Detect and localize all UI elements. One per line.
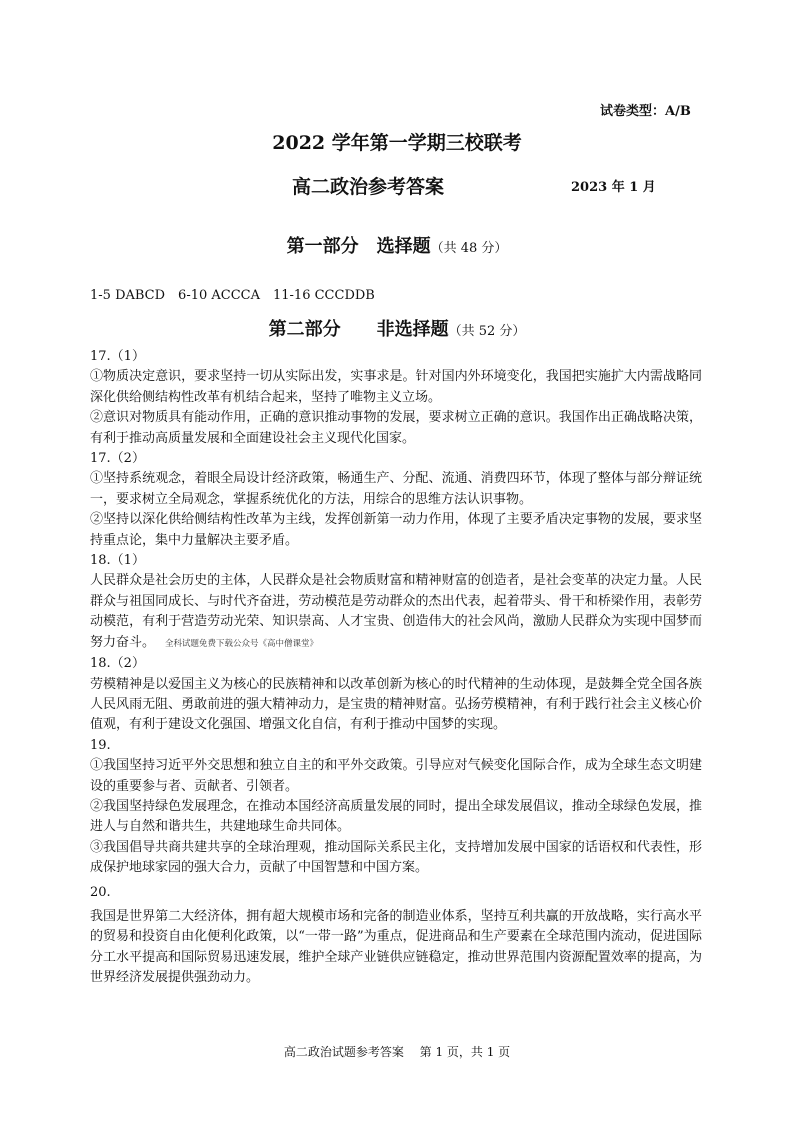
part2-points: （共 52 分） bbox=[448, 324, 526, 339]
paper-type: 试卷类型：A/B bbox=[600, 104, 691, 119]
q17-1-label: 17.（1） bbox=[90, 349, 145, 364]
q17-1-point-a: ①物质决定意识，要求坚持一切从实际出发，实事求是。针对国内外环境变化，我国把实施扩大内需战略同深化供给侧结构性改革有机结合起来，坚持了唯物主义立场。 bbox=[90, 369, 702, 405]
exam-title: 2022 学年第一学期三校联考 bbox=[272, 132, 522, 154]
watermark-note: 全科试题免费下载公众号《高中僧课堂》 bbox=[165, 638, 319, 649]
part1-heading bbox=[0, 232, 794, 258]
q18-1-label: 18.（1） bbox=[90, 553, 145, 569]
answer-key-title: 高二政治参考答案 bbox=[292, 176, 445, 198]
q17-2-point-b: ②坚持以深化供给侧结构性改革为主线，发挥创新第一动力作用，体现了主要矛盾决定事物的发展，要求坚持重点论，集中力量解决主要矛盾。 bbox=[90, 512, 702, 548]
choice-answers: 1-5 DABCD 6-10 ACCCA 11-16 CCCDDB bbox=[90, 288, 375, 303]
q19-label: 19. bbox=[90, 737, 111, 753]
q17-2-label: 17.（2） bbox=[90, 451, 145, 467]
q19-point-b: ②我国坚持绿色发展理念，在推动本国经济高质量发展的同时，提出全球发展倡议，推动全球绿色发展，推进人与自然和谐共生，共建地球生命共同体。 bbox=[90, 798, 702, 835]
part1-title: 第一部分 选择题 bbox=[286, 236, 431, 257]
q18-1-answer bbox=[90, 571, 702, 654]
part1-points: （共 48 分） bbox=[430, 241, 508, 256]
q19-point-a: ①我国坚持习近平外交思想和独立自主的和平外交政策。引导应对气候变化国际合作，成为全球生态文明建设的重要参与者、贡献者、引领者。 bbox=[90, 758, 702, 794]
answer-content bbox=[90, 347, 702, 989]
q19-point-c: ③我国倡导共商共建共享的全球治理观，推动国际关系民主化，支持增加发展中国家的话语权和代表性，形成保护地球家园的强大合力，贡献了中国智慧和中国方案。 bbox=[90, 839, 702, 876]
q17-1-point-b: ②意识对物质具有能动作用，正确的意识推动事物的发展，要求树立正确的意识。我国作出正确战略决策，有利于推动高质量发展和全面建设社会主义现代化国家。 bbox=[90, 410, 702, 446]
q20-answer: 我国是世界第二大经济体，拥有超大规模市场和完备的制造业体系，坚持互利共赢的开放战略，实行高水平的贸易和投资自由化便利化政策，以“一带一路”为重点，促进商品和生产要素在全球范围内流动，促进国际分工水平提高和国际贸易迅速发展，维护全球产业链供应链稳定，推动世界范围内资源配置效率的提高，为世界经济发展提供强劲动力。 bbox=[90, 908, 702, 986]
exam-date: 2023 年 1 月 bbox=[571, 180, 656, 195]
q20-label: 20. bbox=[90, 884, 111, 900]
page-footer: 高二政治试题参考答案 第 1 页，共 1 页 bbox=[283, 1045, 511, 1059]
q18-2-label: 18.（2） bbox=[90, 656, 145, 672]
q17-2-point-a: ①坚持系统观念，着眼全局设计经济政策，畅通生产、分配、流通、消费四环节，体现了整体与部分辩证统一，要求树立全局观念，掌握系统优化的方法，用综合的思维方法认识事物。 bbox=[90, 471, 702, 507]
q18-1-text: 人民群众是社会历史的主体，人民群众是社会物质财富和精神财富的创造者，是社会变革的决定力量。人民群众与祖国同成长、与时代齐奋进，劳动模范是劳动群众的杰出代表，起着带头、骨干和桥梁作用，表彰劳动模范，有利于营造劳动光荣、知识崇高、人才宝贵、创造伟大的社会风尚，激励人民群众为实现中国梦而努力奋斗。 bbox=[90, 573, 702, 650]
part2-heading bbox=[0, 315, 794, 341]
q18-2-answer: 劳模精神是以爱国主义为核心的民族精神和以改革创新为核心的时代精神的生动体现，是鼓舞全党全国各族人民风雨无阻、勇敢前进的强大精神动力，是宝贵的精神财富。弘扬劳模精神，有利于践行社会主义核心价值观，有利于建设文化强国、增强文化自信，有利于推动中国梦的实现。 bbox=[90, 676, 702, 733]
part2-title: 第二部分 非选择题 bbox=[268, 319, 449, 340]
